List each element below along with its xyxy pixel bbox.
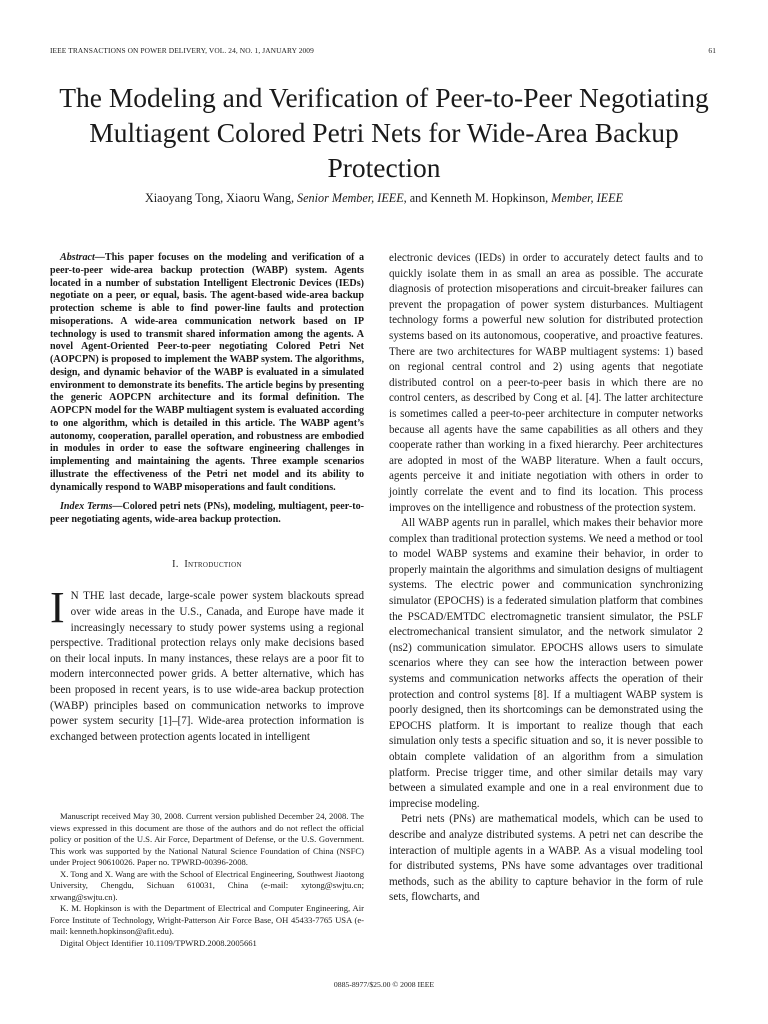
footnote-affiliation-2: K. M. Hopkinson is with the Department of Electrical and Computer Engineering, Air Force Institute of Technology, Wright-Patterson Air Force Base, OH 45433-7765 USA (e-mail: kenneth.hopkinson@afit.edu). (50, 903, 364, 936)
right-column (389, 251, 703, 906)
intro-text: N THE last decade, large-scale power system blackouts spread over wide areas in the U.S., Canada, and Europe have made it increasingly necessary to study power systems using a regional perspective. Traditional protection relays only make decisions based on their local inputs. In many instances, these relays are a poor fit to modern interconnected power grids. A better alternative, which has been proposed in recent years, is to use wide-area backup protection (WABP) principles based on communication networks to improve power system security [1]–[7]. Wide-area protection information is exchanged between protection agents located in intelligent (50, 590, 364, 743)
drop-cap: I (50, 583, 65, 633)
abstract-label: Abstract (60, 252, 95, 263)
paper-title: The Modeling and Verification of Peer-to-Peer Negotiating Multiagent Colored Petri Nets for Wide-Area Backup Protection (59, 82, 709, 183)
body-paragraph: electronic devices (IEDs) in order to accurately detect faults and to quickly isolate them in as small an area as possible. The accurate diagnosis of protection misoperations and circuit-breaker failures can prevent the propagation of power system disturbances. Multiagent technology forms a powerful new solution for distributed protection systems based on its autonomous, cooperative, and proactive features. There are two architectures for WABP multiagent systems: 1) based on regional central control and 2) using agents that negotiate distributed control on a peer-to-peer basis in which there are no control centers, as described by Cong et al. [4]. The latter architecture is sometimes called a peer-to-peer architecture in computer networks because all agents have the same capabilities as all others and they cooperate rather than working in a fixed hierarchy. Peer architectures are adopted in most of the WABP literature. When a fault occurs, agents perceive it and initiate negotiation with others in order to jointly correlate the event and to find its location. This process improves on the intelligence and robustness of the protection system. (389, 252, 703, 514)
page-number: 61 (708, 46, 716, 55)
index-terms (50, 501, 364, 527)
author-names-1: Xiaoyang Tong, Xiaoru Wang (144, 191, 291, 205)
left-column (50, 252, 364, 745)
footnotes (50, 811, 364, 949)
abstract (50, 252, 364, 494)
section-title: Introduction (184, 558, 242, 570)
index-terms-label: Index Terms (60, 501, 113, 513)
author-names-2: , and Kenneth M. Hopkinson (403, 191, 546, 205)
body-paragraph: All WABP agents run in parallel, which makes their behavior more complex than traditional protection systems. We need a method or tool to model WABP systems and examine their behavior, in order to properly maintain the algorithms and simulation designs of multiagent systems. The electric power and communication synchronizing simulator (EPOCHS) is a federated simulation platform that combines the PSCAD/EMTDC electromagnetic transient simulator, the PSLF electromechanical transient simulator, and the network simulator 2 (ns2) communication simulator. EPOCHS allows users to simulate scenarios where they can see how the interaction between power systems and communication networks affects the operation of their protection and control systems [8]. If a multiagent WABP system is poorly designed, then its shortcomings can be demonstrated using the EPOCHS platform. It is important to realize though that each simulation only tests a specific situation and so, it is never possible to obtain complete validation of an algorithm from a simulation platform. Precise trigger time, and other similar details may vary between a simulated example and one in a real environment due to imprecise modeling. (389, 517, 703, 810)
abstract-text: —This paper focuses on the modeling and verification of a peer-to-peer wide-area backup protection (WABP) system. Agents located in a number of substation Intelligent Electronic Devices (IEDs) negotiate on a peer, or equal, basis. The agent-based wide-area backup protection scheme is able to find power-line faults and protection misoperations. A wide-area communication network based on IP technology is used to transmit shared information among the agents. A novel Agent-Oriented Peer-to-peer negotiating Colored Petri Net (AOPCPN) is proposed to implement the WABP system. The algorithms, design, and dynamic behavior of the WABP is evaluated in a simulated environment to demonstrate its benefits. The article begins by presenting the generic AOPCPN architecture and its formal definition. The AOPCPN model for the WABP multiagent system is evaluated according to one algorithm, which is detailed in this article. The WABP agent’s autonomy, cooperation, parallel operation, and robustness are embodied in modules in order to ease the software engineering challenges in implementing and maintaining the agents. Three example scenarios illustrate the effectiveness of the Petri net model and its ability to dynamically respond to WABP misoperations and fault conditions. (50, 252, 364, 493)
journal-name: IEEE TRANSACTIONS ON POWER DELIVERY, VOL. 24, NO. 1, JANUARY 2009 (50, 46, 314, 55)
footnote-affiliation-1: X. Tong and X. Wang are with the School of Electrical Engineering, Southwest Jiaotong University, Chengdu, Sichuan 610031, China (e-mail: xytong@swjtu.cn; xrwang@swjtu.cn). (50, 868, 364, 902)
footnote-manuscript: Manuscript received May 30, 2008. Current version published December 24, 2008. The views expressed in this document are those of the authors and do not reflect the official policy or position of the U.S. Air Force, Department of Defense, or the U.S. Government. This work was supported by the National Natural Science Foundation of China (NSFC) under Project 90610026. Paper no. TPWRD-00396-2008. (50, 811, 364, 867)
section-heading (50, 558, 364, 573)
index-terms-text: —Colored petri nets (PNs), modeling, multiagent, peer-to-peer negotiating agents, wide-area backup protection. (50, 501, 364, 525)
copyright-footer: 0885-8977/$25.00 © 2008 IEEE (333, 980, 435, 989)
running-header (50, 46, 716, 55)
author-line (40, 191, 728, 206)
author-role-1: , Senior Member, IEEE (290, 191, 404, 205)
intro-paragraph (50, 583, 364, 745)
section-number: I. (172, 558, 179, 570)
author-role-2: , Member, IEEE (545, 191, 624, 205)
footnote-doi: Digital Object Identifier 10.1109/TPWRD.2008.2005661 (60, 937, 257, 948)
body-paragraph: Petri nets (PNs) are mathematical models, which can be used to describe and analyze distributed systems. A petri net can describe the interaction of multiple agents in a WABP. As a visual modeling tool for distributed systems, PNs have some advantages over traditional methods, such as the ability to capture behavior in the form of rule sets, flowcharts, and (389, 813, 703, 904)
